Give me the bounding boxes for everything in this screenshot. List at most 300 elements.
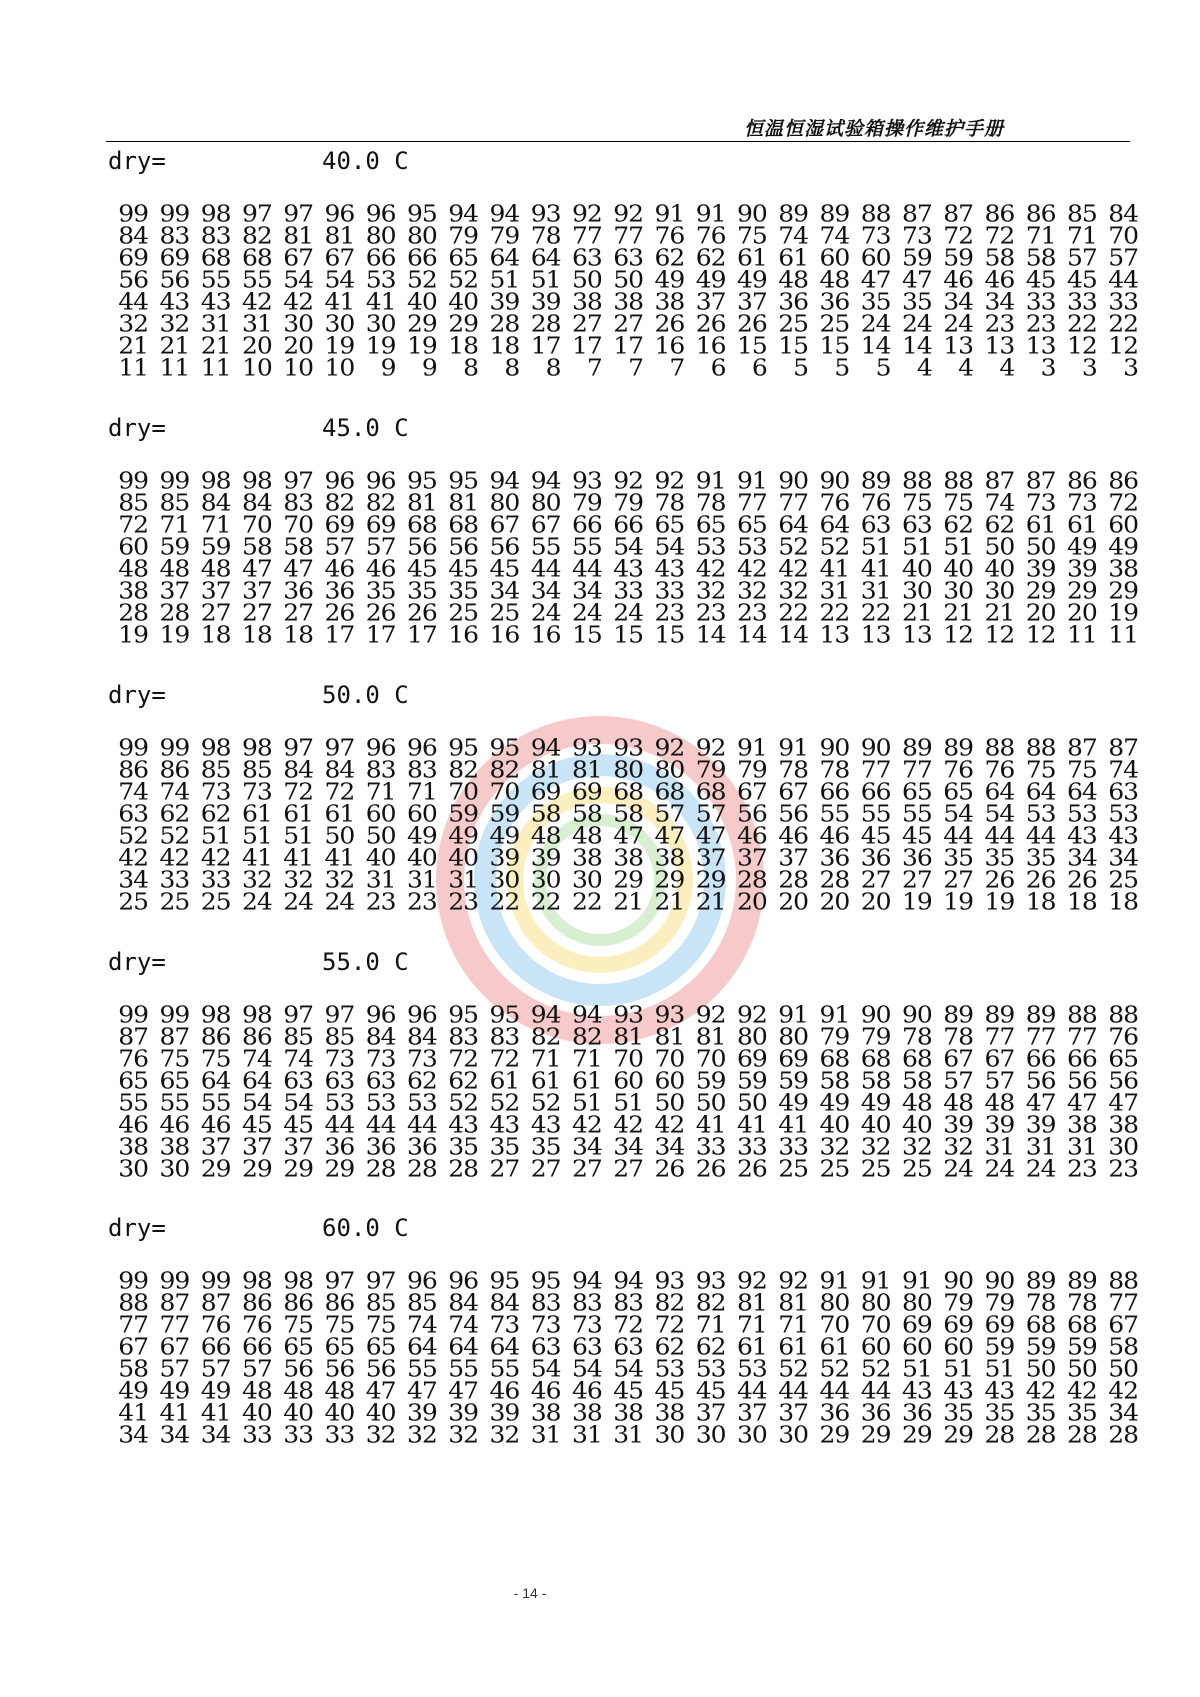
table-cell: 92 (654, 734, 685, 761)
table-cell: 81 (654, 1023, 685, 1050)
table-cell: 54 (613, 1355, 643, 1382)
table-cell: 85 (324, 1023, 355, 1050)
table-cell: 6 (751, 354, 767, 381)
table-cell: 47 (448, 1377, 478, 1404)
table-cell: 32 (159, 310, 190, 337)
table-cell: 89 (901, 734, 932, 761)
table-cell: 30 (365, 310, 396, 337)
table-cell: 30 (530, 866, 561, 893)
table-cell: 55 (448, 1355, 478, 1382)
table-cell: 31 (860, 577, 891, 604)
table-cell: 67 (943, 1045, 973, 1072)
table-cell: 39 (1025, 555, 1056, 582)
table-cell: 50 (1025, 533, 1056, 560)
table-cell: 98 (200, 200, 231, 227)
table-cell: 65 (118, 1067, 148, 1094)
table-cell: 59 (901, 244, 932, 271)
table-cell: 64 (448, 1333, 478, 1360)
table-cell: 26 (984, 866, 1015, 893)
table-cell: 86 (324, 1289, 355, 1316)
table-cell: 19 (118, 621, 148, 648)
table-cell: 84 (324, 756, 355, 783)
table-cell: 23 (654, 599, 685, 626)
table-cell: 38 (613, 1399, 643, 1426)
table-cell: 28 (489, 310, 520, 337)
table-cell: 22 (571, 888, 602, 915)
table-cell: 67 (159, 1333, 190, 1360)
table-cell: 50 (654, 1089, 685, 1116)
table-cell: 88 (860, 200, 891, 227)
table-cell: 46 (489, 1377, 520, 1404)
table-cell: 16 (489, 621, 520, 648)
table-cell: 82 (365, 489, 396, 516)
table-cell: 99 (118, 200, 148, 227)
table-cell: 49 (118, 1377, 148, 1404)
table-cell: 29 (448, 310, 478, 337)
table-cell: 22 (530, 888, 561, 915)
table-cell: 90 (984, 1267, 1015, 1294)
table-cell: 31 (530, 1421, 561, 1448)
table-cell: 60 (819, 244, 850, 271)
table-cell: 96 (406, 1267, 437, 1294)
table-cell: 44 (406, 1111, 437, 1138)
table-cell: 30 (159, 1155, 190, 1182)
table-cell: 27 (571, 1155, 602, 1182)
table-cell: 44 (819, 1377, 850, 1404)
table-cell: 18 (241, 621, 272, 648)
table-cell: 36 (283, 577, 313, 604)
table-row (108, 1421, 1138, 1448)
table-cell: 48 (530, 822, 561, 849)
table-cell: 44 (571, 555, 602, 582)
table-cell: 67 (530, 511, 561, 538)
table-cell: 26 (736, 310, 767, 337)
table-cell: 60 (1108, 511, 1138, 538)
table-cell: 3 (1123, 354, 1138, 381)
table-cell: 73 (901, 222, 932, 249)
table-cell: 51 (943, 1355, 973, 1382)
table-cell: 34 (118, 866, 148, 893)
table-cell: 51 (200, 822, 231, 849)
table-cell: 45 (860, 822, 891, 849)
table-cell: 73 (200, 778, 231, 805)
table-cell: 29 (283, 1155, 313, 1182)
table-cell: 62 (654, 1333, 685, 1360)
table-cell: 18 (200, 621, 231, 648)
table-cell: 36 (406, 1133, 437, 1160)
table-cell: 21 (695, 888, 726, 915)
table-cell: 33 (778, 1133, 808, 1160)
table-cell: 73 (406, 1045, 437, 1072)
table-cell: 51 (613, 1089, 643, 1116)
table-cell: 48 (571, 822, 602, 849)
table-cell: 60 (654, 1067, 685, 1094)
table-cell: 77 (159, 1311, 190, 1338)
table-cell: 32 (489, 1421, 520, 1448)
table-cell: 37 (736, 1399, 767, 1426)
table-cell: 37 (200, 1133, 231, 1160)
table-cell: 42 (200, 844, 231, 871)
table-row (108, 354, 1138, 381)
table-cell: 17 (530, 332, 561, 359)
table-cell: 66 (860, 778, 891, 805)
table-cell: 74 (448, 1311, 478, 1338)
table-cell: 68 (200, 244, 231, 271)
table-cell: 62 (406, 1067, 437, 1094)
table-cell: 77 (1025, 1023, 1056, 1050)
table-cell: 41 (695, 1111, 726, 1138)
table-cell: 3 (1040, 354, 1056, 381)
table-cell: 55 (901, 800, 932, 827)
table-cell: 78 (1066, 1289, 1097, 1316)
table-cell: 30 (571, 866, 602, 893)
table-cell: 28 (530, 310, 561, 337)
table-cell: 46 (778, 822, 808, 849)
table-cell: 35 (448, 577, 478, 604)
table-cell: 79 (448, 222, 478, 249)
table-cell: 29 (613, 866, 643, 893)
table-cell: 31 (241, 310, 272, 337)
table-cell: 23 (1108, 1155, 1138, 1182)
table-cell: 21 (943, 599, 973, 626)
table-cell: 54 (943, 800, 973, 827)
table-cell: 64 (1025, 778, 1056, 805)
table-cell: 66 (613, 511, 643, 538)
table-cell: 7 (628, 354, 643, 381)
table-section-55c (108, 948, 1138, 1180)
table-cell: 89 (943, 734, 973, 761)
table-cell: 68 (860, 1045, 891, 1072)
table-cell: 90 (860, 1001, 891, 1028)
table-cell: 24 (571, 599, 602, 626)
table-cell: 86 (984, 200, 1015, 227)
table-cell: 76 (984, 756, 1015, 783)
table-cell: 62 (695, 1333, 726, 1360)
table-cell: 42 (736, 555, 767, 582)
table-cell: 3 (1081, 354, 1097, 381)
table-cell: 47 (1066, 1089, 1097, 1116)
table-cell: 89 (943, 1001, 973, 1028)
table-cell: 55 (241, 266, 272, 293)
table-cell: 74 (406, 1311, 437, 1338)
table-cell: 30 (654, 1421, 685, 1448)
table-cell: 79 (943, 1289, 973, 1316)
table-cell: 81 (695, 1023, 726, 1050)
table-cell: 80 (613, 756, 643, 783)
table-cell: 25 (200, 888, 231, 915)
table-cell: 36 (860, 844, 891, 871)
table-cell: 37 (695, 1399, 726, 1426)
table-cell: 43 (200, 288, 231, 315)
table-cell: 56 (736, 800, 767, 827)
table-cell: 37 (200, 577, 231, 604)
table-cell: 68 (695, 778, 726, 805)
table-cell: 74 (819, 222, 850, 249)
table-cell: 59 (984, 1333, 1015, 1360)
table-cell: 70 (613, 1045, 643, 1072)
table-cell: 77 (984, 1023, 1015, 1050)
table-cell: 20 (241, 332, 272, 359)
table-cell: 93 (613, 734, 643, 761)
table-cell: 36 (819, 1399, 850, 1426)
table-cell: 40 (406, 288, 437, 315)
table-cell: 74 (159, 778, 190, 805)
table-cell: 49 (489, 822, 520, 849)
header-rule (106, 141, 1130, 142)
table-cell: 15 (571, 621, 602, 648)
table-cell: 18 (1066, 888, 1097, 915)
table-cell: 54 (283, 266, 313, 293)
table-cell: 64 (489, 244, 520, 271)
table-cell: 99 (159, 467, 190, 494)
table-cell: 60 (860, 244, 891, 271)
table-cell: 78 (654, 489, 685, 516)
table-cell: 55 (571, 533, 602, 560)
table-cell: 31 (365, 866, 396, 893)
table-cell: 56 (159, 266, 190, 293)
table-cell: 41 (159, 1399, 190, 1426)
table-cell: 97 (365, 1267, 396, 1294)
table-cell: 22 (489, 888, 520, 915)
table-cell: 43 (1108, 822, 1138, 849)
table-cell: 33 (159, 866, 190, 893)
table-cell: 56 (283, 1355, 313, 1382)
table-cell: 58 (571, 800, 602, 827)
table-cell: 45 (1025, 266, 1056, 293)
table-cell: 81 (530, 756, 561, 783)
table-cell: 96 (365, 200, 396, 227)
table-cell: 31 (613, 1421, 643, 1448)
table-cell: 21 (901, 599, 932, 626)
table-cell: 40 (860, 1111, 891, 1138)
table-cell: 59 (943, 244, 973, 271)
table-cell: 66 (200, 1333, 231, 1360)
table-cell: 71 (1066, 222, 1097, 249)
table-cell: 72 (613, 1311, 643, 1338)
table-cell: 71 (365, 778, 396, 805)
table-cell: 88 (1025, 734, 1056, 761)
table-cell: 41 (365, 288, 396, 315)
table-cell: 71 (695, 1311, 726, 1338)
table-cell: 96 (365, 734, 396, 761)
table-cell: 80 (901, 1289, 932, 1316)
table-cell: 42 (654, 1111, 685, 1138)
table-cell: 12 (1025, 621, 1056, 648)
table-cell: 46 (819, 822, 850, 849)
table-cell: 40 (283, 1399, 313, 1426)
table-cell: 45 (489, 555, 520, 582)
table-cell: 85 (118, 489, 148, 516)
table-cell: 55 (406, 1355, 437, 1382)
table-cell: 89 (778, 200, 808, 227)
table-cell: 48 (200, 555, 231, 582)
table-cell: 90 (860, 734, 891, 761)
table-cell: 76 (654, 222, 685, 249)
table-cell: 59 (448, 800, 478, 827)
table-cell: 42 (778, 555, 808, 582)
dry-temperature-value: 45.0 C (322, 414, 409, 442)
table-cell: 30 (984, 577, 1015, 604)
table-cell: 43 (943, 1377, 973, 1404)
table-cell: 61 (736, 1333, 767, 1360)
table-cell: 28 (118, 599, 148, 626)
table-cell: 52 (819, 1355, 850, 1382)
table-cell: 45 (654, 1377, 685, 1404)
table-cell: 72 (448, 1045, 478, 1072)
table-cell: 50 (1066, 1355, 1097, 1382)
table-cell: 80 (365, 222, 396, 249)
humidity-table (108, 200, 1138, 381)
table-cell: 54 (283, 1089, 313, 1116)
table-cell: 53 (736, 1355, 767, 1382)
table-cell: 82 (530, 1023, 561, 1050)
table-cell: 80 (489, 489, 520, 516)
table-cell: 48 (943, 1089, 973, 1116)
table-cell: 28 (1108, 1421, 1138, 1448)
table-cell: 69 (901, 1311, 932, 1338)
table-cell: 58 (1025, 244, 1056, 271)
table-cell: 20 (283, 332, 313, 359)
table-cell: 33 (654, 577, 685, 604)
table-cell: 24 (984, 1155, 1015, 1182)
table-cell: 50 (984, 533, 1015, 560)
table-cell: 62 (943, 511, 973, 538)
table-cell: 77 (778, 489, 808, 516)
table-cell: 14 (778, 621, 808, 648)
table-cell: 69 (530, 778, 561, 805)
table-cell: 20 (1025, 599, 1056, 626)
table-cell: 27 (613, 1155, 643, 1182)
table-cell: 33 (200, 866, 231, 893)
table-cell: 83 (406, 756, 437, 783)
table-cell: 5 (875, 354, 891, 381)
table-cell: 78 (530, 222, 561, 249)
table-cell: 21 (984, 599, 1015, 626)
table-cell: 89 (819, 200, 850, 227)
table-cell: 24 (860, 310, 891, 337)
table-cell: 98 (283, 1267, 313, 1294)
table-cell: 56 (365, 1355, 396, 1382)
table-cell: 39 (530, 844, 561, 871)
table-cell: 39 (943, 1111, 973, 1138)
table-cell: 64 (1066, 778, 1097, 805)
table-cell: 66 (1066, 1045, 1097, 1072)
table-cell: 50 (365, 822, 396, 849)
table-cell: 49 (1066, 533, 1097, 560)
table-cell: 26 (406, 599, 437, 626)
table-cell: 4 (958, 354, 973, 381)
table-cell: 49 (448, 822, 478, 849)
table-cell: 35 (448, 1133, 478, 1160)
table-cell: 79 (695, 756, 726, 783)
table-cell: 61 (324, 800, 355, 827)
table-cell: 19 (984, 888, 1015, 915)
table-cell: 38 (654, 844, 685, 871)
table-cell: 56 (406, 533, 437, 560)
table-cell: 43 (654, 555, 685, 582)
table-cell: 42 (1108, 1377, 1138, 1404)
table-cell: 30 (943, 577, 973, 604)
table-cell: 12 (984, 621, 1015, 648)
table-cell: 21 (654, 888, 685, 915)
table-cell: 65 (283, 1333, 313, 1360)
table-cell: 81 (613, 1023, 643, 1050)
table-cell: 10 (241, 354, 272, 381)
table-cell: 75 (283, 1311, 313, 1338)
table-cell: 54 (984, 800, 1015, 827)
table-cell: 81 (778, 1289, 808, 1316)
table-cell: 13 (860, 621, 891, 648)
table-cell: 80 (654, 756, 685, 783)
table-cell: 88 (901, 467, 932, 494)
page-header-title: 恒温恒湿试验箱操作维护手册 (743, 118, 1004, 140)
table-cell: 83 (571, 1289, 602, 1316)
table-cell: 33 (283, 1421, 313, 1448)
table-cell: 64 (489, 1333, 520, 1360)
table-cell: 5 (834, 354, 850, 381)
table-cell: 35 (406, 577, 437, 604)
table-cell: 84 (365, 1023, 396, 1050)
table-cell: 27 (530, 1155, 561, 1182)
table-cell: 61 (736, 244, 767, 271)
table-cell: 71 (200, 511, 231, 538)
table-cell: 24 (613, 599, 643, 626)
table-cell: 93 (571, 467, 602, 494)
table-cell: 93 (530, 200, 561, 227)
table-cell: 38 (571, 844, 602, 871)
table-cell: 79 (489, 222, 520, 249)
table-cell: 24 (241, 888, 272, 915)
table-cell: 25 (860, 1155, 891, 1182)
table-cell: 44 (365, 1111, 396, 1138)
table-cell: 89 (984, 1001, 1015, 1028)
table-cell: 57 (654, 800, 685, 827)
table-cell: 74 (984, 489, 1015, 516)
table-cell: 95 (489, 734, 520, 761)
table-cell: 66 (241, 1333, 272, 1360)
table-cell: 95 (406, 467, 437, 494)
table-cell: 15 (819, 332, 850, 359)
table-cell: 57 (159, 1355, 190, 1382)
table-cell: 30 (324, 310, 355, 337)
table-cell: 44 (778, 1377, 808, 1404)
table-cell: 97 (283, 734, 313, 761)
table-cell: 19 (406, 332, 437, 359)
table-cell: 88 (1108, 1267, 1138, 1294)
table-cell: 65 (365, 1333, 396, 1360)
table-cell: 36 (819, 288, 850, 315)
table-cell: 95 (530, 1267, 561, 1294)
table-cell: 28 (778, 866, 808, 893)
table-cell: 81 (283, 222, 313, 249)
table-cell: 37 (283, 1133, 313, 1160)
table-cell: 22 (819, 599, 850, 626)
table-cell: 95 (448, 734, 478, 761)
table-cell: 71 (736, 1311, 767, 1338)
table-cell: 65 (159, 1067, 190, 1094)
table-cell: 37 (241, 1133, 272, 1160)
table-cell: 99 (159, 734, 190, 761)
table-cell: 82 (448, 756, 478, 783)
table-cell: 34 (200, 1421, 231, 1448)
table-cell: 57 (200, 1355, 231, 1382)
table-cell: 99 (118, 467, 148, 494)
table-cell: 95 (406, 200, 437, 227)
table-cell: 13 (901, 621, 932, 648)
table-cell: 67 (324, 244, 355, 271)
table-cell: 64 (200, 1067, 231, 1094)
table-cell: 52 (489, 1089, 520, 1116)
